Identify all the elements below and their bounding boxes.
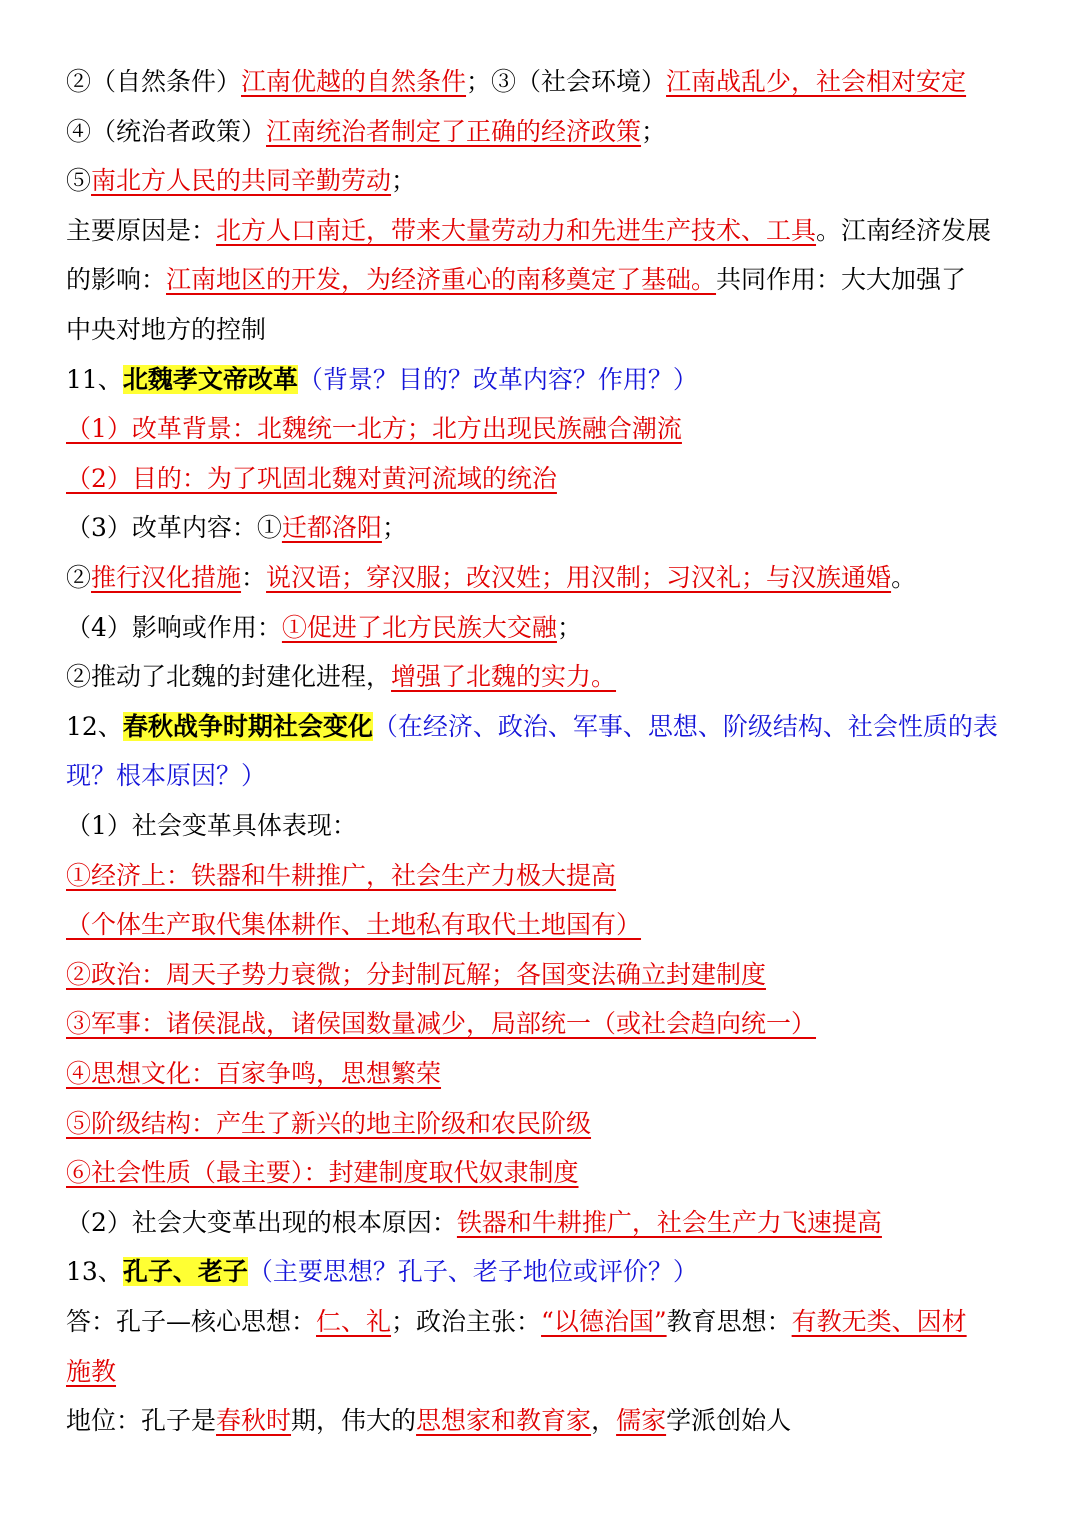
question-prompt: （主要思想？孔子、老子地位或评价？） <box>247 1257 698 1287</box>
highlighted-heading: 孔子、老子 <box>122 1257 248 1287</box>
text-line <box>66 1201 1040 1245</box>
text-line <box>66 953 1040 997</box>
text-line <box>66 1350 1040 1394</box>
answer-text: 说汉语；穿汉服；改汉姓；用汉制；习汉礼；与汉族通婚 <box>266 563 892 592</box>
answer-text: ③军事：诸侯混战，诸侯国数量减少，局部统一（或社会趋向统一） <box>66 1009 817 1039</box>
body-text: ②（自然条件） <box>66 67 242 96</box>
answer-text: ⑤阶级结构：产生了新兴的地主阶级和农民阶级 <box>66 1108 592 1138</box>
text-line <box>66 1399 1040 1443</box>
question-prompt: （背景？目的？改革内容？作用？） <box>297 364 698 394</box>
text-line <box>66 705 1040 749</box>
answer-text: 江南统治者制定了正确的经济政策 <box>266 116 642 146</box>
text-line <box>66 1002 1040 1046</box>
text-line <box>66 159 1040 203</box>
text-line <box>66 754 1040 798</box>
text-line <box>66 1300 1040 1344</box>
answer-text: 思想家和教育家 <box>416 1406 592 1436</box>
text-line <box>66 209 1040 253</box>
answer-text: 增强了北魏的实力。 <box>391 662 617 692</box>
answer-text: 有教无类、因材 <box>791 1307 967 1336</box>
answer-text: 迁都洛阳 <box>281 513 382 543</box>
answer-text: 铁器和牛耕推广，社会生产力飞速提高 <box>456 1207 882 1237</box>
answer-text: 江南地区的开发，为经济重心的南移奠定了基础。 <box>166 265 717 295</box>
text-line <box>66 358 1040 402</box>
body-text: （1）社会变革具体表现： <box>66 811 357 840</box>
body-text: ； <box>641 116 667 146</box>
answer-text: ④思想文化：百家争鸣，思想繁荣 <box>66 1059 442 1088</box>
body-text: 地位：孔子是 <box>66 1406 217 1436</box>
answer-text: ⑥社会性质（最主要）：封建制度取代奴隶制度 <box>66 1158 579 1188</box>
answer-text: 南北方人民的共同辛勤劳动 <box>91 166 392 196</box>
body-text: 主要原因是： <box>66 215 217 245</box>
text-line <box>66 556 1040 600</box>
answer-text: 江南战乱少，社会相对安定 <box>666 67 967 96</box>
text-line <box>66 506 1040 550</box>
body-text: ； <box>381 513 407 543</box>
answer-text: （1）改革背景：北魏统一北方；北方出现民族融合潮流 <box>66 414 682 444</box>
body-text: 12、 <box>66 711 123 741</box>
body-text: （4）影响或作用： <box>66 612 282 642</box>
body-text: 共同作用：大大加强了 <box>716 265 967 295</box>
answer-text: “以德治国” <box>541 1307 667 1336</box>
answer-text: 推行汉化措施 <box>91 563 242 592</box>
highlighted-heading: 春秋战争时期社会变化 <box>122 711 373 741</box>
body-text: 答：孔子—核心思想： <box>66 1307 317 1336</box>
answer-text: 施教 <box>66 1356 117 1386</box>
text-line <box>66 1151 1040 1195</box>
answer-text: （2）目的：为了巩固北魏对黄河流域的统治 <box>66 463 557 493</box>
text-line <box>66 606 1040 650</box>
text-line <box>66 655 1040 699</box>
body-text: （3）改革内容：① <box>66 513 282 543</box>
text-line <box>66 308 1040 352</box>
text-line <box>66 903 1040 947</box>
body-text: ；政治主张： <box>391 1307 542 1336</box>
answer-text: 仁、礼 <box>316 1307 392 1336</box>
answer-text: ①经济上：铁器和牛耕推广，社会生产力极大提高 <box>66 860 617 890</box>
answer-text: （个体生产取代集体耕作、土地私有取代土地国有） <box>66 910 642 940</box>
body-text: 13、 <box>66 1257 123 1287</box>
body-text: （2）社会大变革出现的根本原因： <box>66 1207 457 1237</box>
body-text: ， <box>591 1406 617 1436</box>
text-line <box>66 1052 1040 1096</box>
text-line <box>66 60 1040 104</box>
body-text: 学派创始人 <box>666 1406 792 1436</box>
body-text: ④（统治者政策） <box>66 116 267 146</box>
body-text: ； <box>556 612 582 642</box>
answer-text: 儒家 <box>616 1406 667 1436</box>
body-text: 教育思想： <box>666 1307 792 1336</box>
text-line <box>66 110 1040 154</box>
body-text: ； <box>391 166 417 196</box>
body-text: 的影响： <box>66 265 167 295</box>
body-text: 期，伟大的 <box>291 1406 417 1436</box>
body-text: 中央对地方的控制 <box>66 315 267 344</box>
text-line <box>66 854 1040 898</box>
text-line <box>66 407 1040 451</box>
question-prompt: （在经济、政治、军事、思想、阶级结构、社会性质的表 <box>372 711 998 741</box>
answer-text: 北方人口南迁，带来大量劳动力和先进生产技术、工具 <box>216 215 817 245</box>
answer-text: ②政治：周天子势力衰微；分封制瓦解；各国变法确立封建制度 <box>66 959 767 989</box>
body-text: 11、 <box>66 364 123 394</box>
body-text: ： <box>241 563 267 592</box>
body-text: 。江南经济发展 <box>816 215 992 245</box>
text-line <box>66 1250 1040 1294</box>
answer-text: 春秋时 <box>216 1406 292 1436</box>
body-text: 。 <box>891 563 917 592</box>
answer-text: 江南优越的自然条件 <box>241 67 467 96</box>
body-text: ⑤ <box>66 166 92 196</box>
body-text: ；③（社会环境） <box>466 67 667 96</box>
body-text: ② <box>66 563 92 592</box>
answer-text: ①促进了北方民族大交融 <box>281 612 557 642</box>
text-line <box>66 258 1040 302</box>
text-line <box>66 804 1040 848</box>
highlighted-heading: 北魏孝文帝改革 <box>122 364 298 394</box>
text-line <box>66 1102 1040 1146</box>
text-line <box>66 457 1040 501</box>
question-prompt: 现？根本原因？） <box>66 761 267 791</box>
body-text: ②推动了北魏的封建化进程， <box>66 662 392 692</box>
